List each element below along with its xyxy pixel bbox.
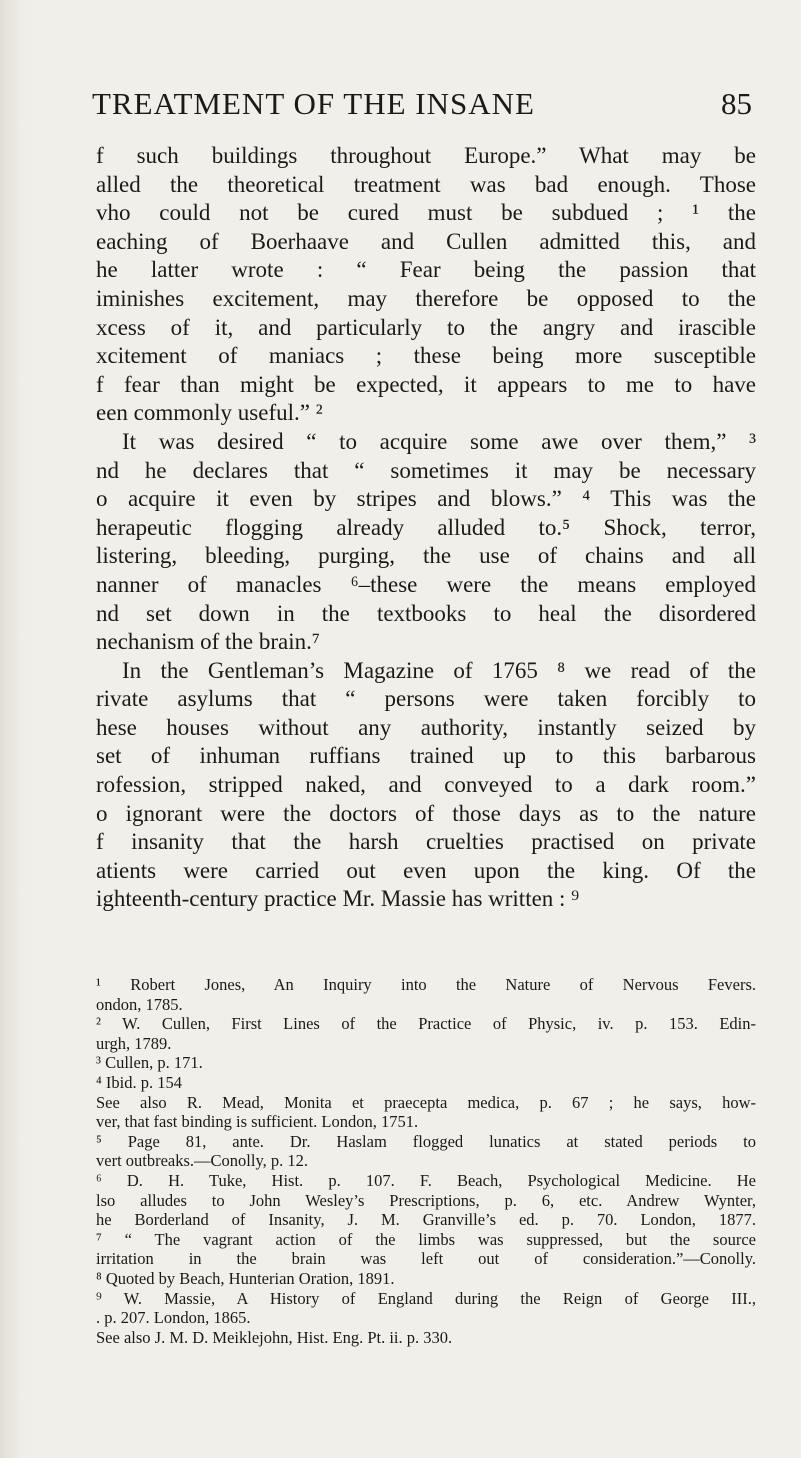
footnote-line: ⁷ “ The vagrant action of the limbs was suppressed, but the source — [96, 1229, 756, 1249]
footnote-line: vert outbreaks.—Conolly, p. 12. — [96, 1151, 309, 1171]
body-line: It was desired “ to acquire some awe over them,” ³ — [122, 428, 756, 454]
footnote-line: urgh, 1789. — [96, 1033, 172, 1053]
body-line: nd he declares that “ sometimes it may be necessary — [96, 457, 756, 483]
body-line: ighteenth-century practice Mr. Massie has written : ⁹ — [96, 886, 580, 912]
page-gutter — [0, 0, 28, 1458]
body-line: f insanity that the harsh cruelties practised on private — [96, 829, 756, 855]
body-line: nanner of manacles ⁶–these were the means employed — [96, 571, 756, 597]
body-line: alled the theoretical treatment was bad enough. Those — [96, 171, 756, 197]
footnote-line: See also J. M. D. Meiklejohn, Hist. Eng. Pt. ii. p. 330. — [96, 1327, 453, 1347]
body-line: rofession, stripped naked, and conveyed to a dark room.” — [96, 772, 756, 798]
footnote-line: ² W. Cullen, First Lines of the Practice of Physic, iv. p. 153. Edin- — [96, 1014, 756, 1034]
body-line: eaching of Boerhaave and Cullen admitted this, and — [96, 228, 756, 254]
page-header — [92, 86, 752, 126]
body-text — [96, 142, 756, 914]
body-line: nechanism of the brain.⁷ — [96, 629, 320, 655]
body-line: f such buildings throughout Europe.” What may be — [96, 143, 756, 168]
footnote-line: ³ Cullen, p. 171. — [96, 1053, 203, 1073]
footnote-line: he Borderland of Insanity, J. M. Granville’s ed. p. 70. London, 1877. — [96, 1210, 756, 1230]
body-line: o acquire it even by stripes and blows.” ⁴ This was the — [96, 486, 756, 512]
running-title: TREATMENT OF THE INSANE — [92, 86, 535, 121]
footnote-line: . p. 207. London, 1865. — [96, 1308, 251, 1328]
footnote-line: ondon, 1785. — [96, 994, 183, 1014]
footnotes — [96, 975, 756, 1347]
body-line: xcess of it, and particularly to the angry and irascible — [96, 314, 756, 340]
body-line: atients were carried out even upon the king. Of the — [96, 857, 756, 883]
body-line: een commonly useful.” ² — [96, 400, 323, 426]
body-line: xcitement of maniacs ; these being more susceptible — [96, 343, 756, 369]
body-line: o ignorant were the doctors of those days as to the nature — [96, 800, 756, 826]
page-number: 85 — [721, 86, 752, 121]
body-line: herapeutic flogging already alluded to.⁵ Shock, terror, — [96, 514, 756, 540]
body-line: vho could not be cured must be subdued ; ¹ the — [96, 200, 756, 226]
footnote-line: ver, that fast binding is sufficient. London, 1751. — [96, 1112, 419, 1132]
body-line: he latter wrote : “ Fear being the passion that — [96, 257, 756, 283]
footnote-line: lso alludes to John Wesley’s Prescriptions, p. 6, etc. Andrew Wynter, — [96, 1190, 756, 1210]
footnote-line: ⁹ W. Massie, A History of England during the Reign of George III., — [96, 1288, 756, 1308]
body-line: rivate asylums that “ persons were taken forcibly to — [96, 686, 756, 712]
footnote-line: ⁶ D. H. Tuke, Hist. p. 107. F. Beach, Psychological Medicine. He — [96, 1170, 756, 1190]
body-line: In the Gentleman’s Magazine of 1765 ⁸ we read of the — [122, 657, 756, 683]
body-line: listering, bleeding, purging, the use of chains and all — [96, 543, 756, 569]
body-line: set of inhuman ruffians trained up to this barbarous — [96, 743, 756, 769]
footnote-line: ⁸ Quoted by Beach, Hunterian Oration, 1891. — [96, 1268, 395, 1288]
body-line: hese houses without any authority, instantly seized by — [96, 714, 756, 740]
body-line: f fear than might be expected, it appears to me to have — [96, 371, 756, 397]
footnote-line: See also R. Mead, Monita et praecepta medica, p. 67 ; he says, how- — [96, 1092, 756, 1112]
body-line: iminishes excitement, may therefore be opposed to the — [96, 285, 756, 311]
footnote-line: irritation in the brain was left out of consideration.”—Conolly. — [96, 1249, 756, 1269]
footnote-line: ⁵ Page 81, ante. Dr. Haslam flogged lunatics at stated periods to — [96, 1131, 756, 1151]
body-line: nd set down in the textbooks to heal the disordered — [96, 600, 756, 626]
footnote-line: ¹ Robert Jones, An Inquiry into the Nature of Nervous Fevers. — [96, 975, 756, 994]
footnote-line: ⁴ Ibid. p. 154 — [96, 1072, 182, 1092]
